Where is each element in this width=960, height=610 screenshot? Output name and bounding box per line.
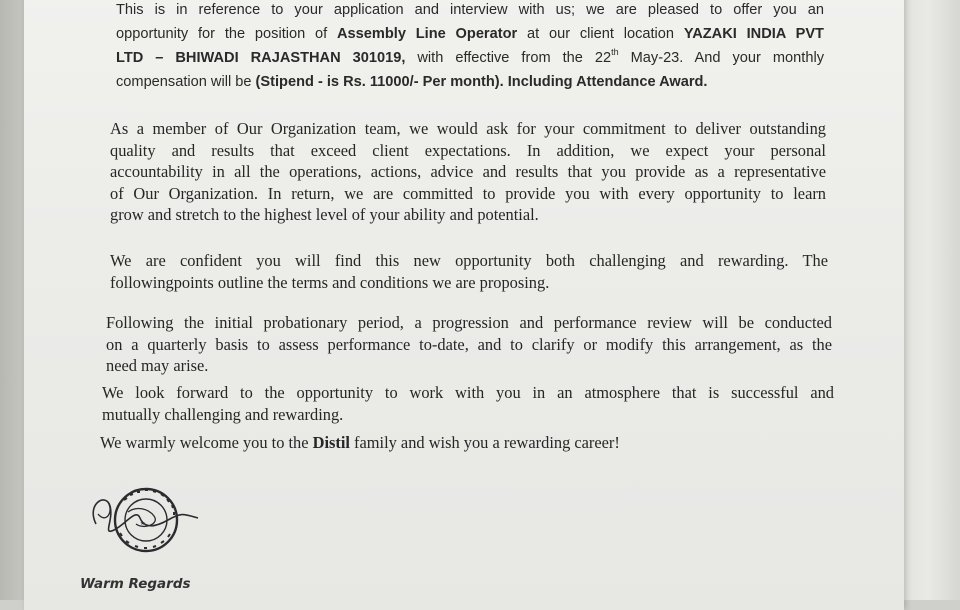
probation-line: Following the initial probationary period, a progression and performance review will be conducted bbox=[106, 313, 832, 332]
text: with effective from the 22 bbox=[405, 50, 612, 66]
position-title: Assembly Line Operator bbox=[337, 26, 518, 42]
svg-text:★: ★ bbox=[140, 520, 146, 527]
probation-line: on a quarterly basis to assess performance to-date, and to clarify or modify this arrangement, as the bbox=[106, 334, 832, 354]
commitment-line: grow and stretch to the highest level of your ability and potential. bbox=[110, 205, 539, 224]
commitment-line: accountability in all the operations, actions, advice and results that you provide as a representative bbox=[110, 162, 826, 181]
company-name: YAZAKI INDIA PVT bbox=[683, 26, 824, 42]
text: compensation will be bbox=[116, 74, 256, 90]
offer-line-2 bbox=[116, 22, 824, 46]
commitment-line: of Our Organization. In return, we are committed to provide you with every opportunity to learn bbox=[110, 183, 826, 203]
offer-line-4 bbox=[116, 70, 824, 94]
confidence-line: followingpoints outline the terms and conditions we are proposing. bbox=[110, 272, 550, 292]
compensation-details: (Stipend - is Rs. 11000/- Per month). Including Attendance Award. bbox=[255, 74, 708, 90]
organization-name: Distil bbox=[312, 433, 350, 452]
look-forward-line: mutually challenging and rewarding. bbox=[102, 404, 344, 424]
offer-line-3 bbox=[116, 46, 824, 70]
probation-paragraph bbox=[106, 312, 832, 377]
probation-line: need may arise. bbox=[106, 356, 209, 375]
confidence-line: We are confident you will find this new opportunity both challenging and rewarding. The bbox=[110, 251, 828, 270]
company-stamp bbox=[84, 484, 202, 560]
text: family and wish you a rewarding career! bbox=[349, 433, 620, 452]
offer-paragraph bbox=[116, 0, 824, 94]
confidence-paragraph bbox=[110, 250, 828, 293]
offer-line-1: This is in reference to your application and interview with us; we are pleased to offer you an bbox=[116, 2, 824, 18]
commitment-line: As a member of Our Organization team, we would ask for your commitment to deliver outstanding bbox=[110, 119, 826, 138]
welcome-line bbox=[100, 432, 620, 454]
look-forward-paragraph bbox=[102, 382, 834, 425]
text: at our client location bbox=[517, 26, 684, 42]
welcome-paragraph bbox=[100, 432, 620, 454]
text: We warmly welcome you to the bbox=[100, 433, 313, 452]
text: May-23. And your monthly bbox=[618, 50, 824, 66]
commitment-line: quality and results that exceed client expectations. In addition, we expect your personal bbox=[110, 140, 826, 160]
closing-text: Warm Regards bbox=[80, 576, 191, 592]
text: opportunity for the position of bbox=[116, 26, 337, 42]
company-location: LTD – BHIWADI RAJASTHAN 301019, bbox=[116, 50, 406, 66]
commitment-paragraph bbox=[110, 118, 826, 226]
date-suffix: th bbox=[611, 47, 619, 57]
look-forward-line: We look forward to the opportunity to work with you in an atmosphere that is successful and bbox=[102, 383, 834, 402]
